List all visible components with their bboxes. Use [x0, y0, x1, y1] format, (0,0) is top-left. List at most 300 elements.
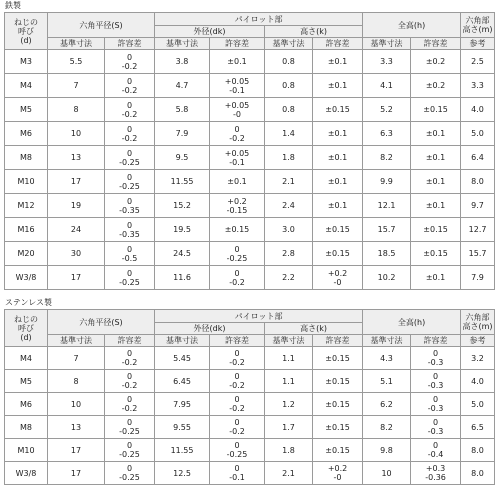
cell-hex-tol [105, 74, 155, 98]
header-row [5, 13, 495, 26]
cell-m-ref: 3.2 [461, 347, 495, 370]
cell-dk-tol-line: -0 [233, 109, 241, 119]
cell-h-tol [411, 439, 461, 462]
cell-dk-tol-line: -0.25 [226, 253, 248, 263]
cell-h-std: 6.2 [363, 393, 411, 416]
cell-dk-std: 11.55 [155, 170, 210, 194]
cell-dk-std: 7.95 [155, 393, 210, 416]
col-header-size-line: (d) [20, 332, 32, 342]
cell-k-std: 1.7 [265, 416, 313, 439]
cell-size: W3/8 [5, 266, 48, 290]
cell-dk-tol-line: ±0.1 [227, 57, 247, 66]
cell-m-ref: 3.3 [461, 74, 495, 98]
cell-dk-std: 15.2 [155, 194, 210, 218]
cell-hex-tol-line: -0.2 [121, 404, 138, 413]
cell-m-ref: 6.5 [461, 416, 495, 439]
cell-dk-tol-line: +0.05 [224, 76, 250, 86]
cell-size: M3 [5, 50, 48, 74]
cell-hex-tol [105, 146, 155, 170]
cell-h-tol-line: -0.3 [427, 404, 444, 413]
cell-h-tol-line: ±0.1 [425, 273, 446, 282]
cell-dk-tol-line: -0.2 [229, 358, 245, 367]
cell-hex-tol-line: 0 [126, 268, 133, 278]
cell-dk-tol-line: +0.05 [224, 100, 250, 110]
cell-hex-tol-line: -0.25 [119, 427, 140, 436]
col-header-tol: 許容差 [411, 38, 461, 50]
cell-dk-tol-line: -0.2 [229, 277, 245, 287]
cell-k-std: 1.2 [265, 393, 313, 416]
cell-h-std: 8.2 [363, 146, 411, 170]
col-header-std: 基準寸法 [363, 335, 411, 347]
col-header-outer-dia: 外径(dk) [155, 323, 265, 335]
cell-h-tol-line: 0 [433, 372, 439, 381]
cell-hex-std: 8 [48, 98, 105, 122]
cell-k-std: 0.8 [265, 98, 313, 122]
cell-h-tol-line: -0.3 [427, 427, 444, 436]
cell-k-tol-line: ±0.15 [325, 105, 350, 114]
cell-h-tol-line: ±0.1 [425, 153, 446, 162]
cell-h-tol-line: ±0.15 [423, 225, 448, 234]
cell-h-std: 5.1 [363, 370, 411, 393]
cell-k-tol [313, 416, 363, 439]
cell-hex-tol [105, 462, 155, 485]
cell-k-tol [313, 439, 363, 462]
cell-k-tol [313, 74, 363, 98]
cell-hex-tol-line: 0 [126, 196, 133, 206]
cell-h-tol [411, 170, 461, 194]
cell-h-tol-line: -0.36 [425, 473, 446, 482]
cell-size: M10 [5, 170, 48, 194]
cell-hex-std: 10 [48, 122, 105, 146]
cell-h-tol-line: ±0.2 [425, 81, 446, 90]
cell-hex-tol-line: 0 [126, 76, 133, 86]
col-header-size [5, 13, 48, 50]
cell-hex-tol-line: -0.2 [121, 61, 138, 71]
cell-hex-std: 17 [48, 266, 105, 290]
cell-k-std: 1.8 [265, 146, 313, 170]
cell-h-tol-line: -0.4 [427, 450, 444, 459]
cell-dk-tol-line: 0 [234, 244, 240, 254]
cell-dk-tol [210, 50, 265, 74]
cell-h-tol-line: ±0.1 [425, 177, 446, 186]
table-row [5, 122, 495, 146]
cell-h-std: 8.2 [363, 416, 411, 439]
cell-dk-tol-line: +0.05 [224, 148, 250, 158]
cell-m-ref: 6.4 [461, 146, 495, 170]
cell-k-tol [313, 194, 363, 218]
cell-hex-tol-line: 0 [126, 148, 133, 158]
col-header-outer-dia: 外径(dk) [155, 26, 265, 38]
cell-h-tol-line: +0.3 [425, 464, 446, 473]
col-header-size-line: ねじの [14, 314, 38, 324]
cell-hex-std: 7 [48, 347, 105, 370]
cell-h-tol-line: ±0.1 [425, 201, 446, 210]
cell-hex-std: 30 [48, 242, 105, 266]
cell-h-std: 12.1 [363, 194, 411, 218]
cell-m-ref: 8.0 [461, 462, 495, 485]
cell-h-std: 4.3 [363, 347, 411, 370]
cell-k-tol-line: ±0.1 [327, 81, 348, 90]
cell-m-ref: 7.9 [461, 266, 495, 290]
cell-h-tol-line: 0 [433, 418, 439, 427]
table-row [5, 50, 495, 74]
cell-dk-tol-line: 0 [234, 418, 240, 427]
col-header-ref: 参考 [461, 38, 495, 50]
col-header-hex-height-line: 高さ(m) [462, 25, 493, 34]
cell-h-std: 10 [363, 462, 411, 485]
table-row [5, 439, 495, 462]
cell-hex-tol-line: 0 [126, 124, 133, 134]
cell-h-tol-line: -0.3 [427, 358, 444, 367]
cell-hex-tol-line: 0 [126, 220, 133, 230]
col-header-size-line: 呼び [18, 323, 34, 333]
section-title-iron: 鉄製 [5, 1, 21, 10]
cell-h-tol [411, 50, 461, 74]
cell-hex-tol-line: 0 [126, 418, 133, 427]
cell-h-std: 9.8 [363, 439, 411, 462]
cell-hex-std: 17 [48, 170, 105, 194]
cell-h-tol [411, 347, 461, 370]
cell-dk-std: 5.8 [155, 98, 210, 122]
cell-k-std: 1.1 [265, 347, 313, 370]
cell-dk-tol-line: 0 [234, 268, 240, 278]
col-header-size-line: ねじの [14, 17, 38, 27]
cell-dk-tol [210, 439, 265, 462]
cell-dk-tol [210, 194, 265, 218]
cell-hex-tol-line: -0.35 [119, 205, 140, 215]
table-row [5, 74, 495, 98]
cell-k-tol [313, 393, 363, 416]
cell-dk-std: 12.5 [155, 462, 210, 485]
col-header-std: 基準寸法 [363, 38, 411, 50]
cell-k-std: 2.1 [265, 170, 313, 194]
cell-k-tol [313, 98, 363, 122]
cell-dk-tol-line: -0.25 [226, 450, 248, 459]
col-header-hex-height-line: 高さ(m) [462, 322, 493, 331]
col-header-tol: 許容差 [210, 335, 265, 347]
cell-k-std: 1.8 [265, 439, 313, 462]
cell-dk-tol [210, 98, 265, 122]
cell-hex-std: 8 [48, 370, 105, 393]
cell-h-tol [411, 74, 461, 98]
cell-size: M8 [5, 416, 48, 439]
cell-size: M16 [5, 218, 48, 242]
cell-h-tol [411, 416, 461, 439]
cell-h-std: 4.1 [363, 74, 411, 98]
cell-h-tol-line: 0 [433, 395, 439, 404]
col-header-std: 基準寸法 [265, 335, 313, 347]
cell-hex-tol-line: 0 [126, 52, 133, 62]
cell-h-std: 10.2 [363, 266, 411, 290]
cell-hex-tol-line: -0.2 [121, 133, 138, 143]
cell-k-tol-line: ±0.15 [325, 445, 350, 455]
cell-dk-tol [210, 170, 265, 194]
col-header-tol: 許容差 [210, 38, 265, 50]
cell-dk-tol-line: -0.1 [229, 473, 245, 482]
cell-hex-tol-line: -0.25 [119, 277, 140, 287]
col-header-pilot-height: 高さ(k) [265, 26, 363, 38]
cell-dk-std: 7.9 [155, 122, 210, 146]
cell-hex-tol-line: -0.25 [119, 157, 140, 167]
col-header-size [5, 310, 48, 347]
cell-hex-tol [105, 347, 155, 370]
cell-k-std: 0.8 [265, 50, 313, 74]
cell-dk-tol [210, 242, 265, 266]
cell-dk-tol-line: 0 [234, 441, 240, 450]
cell-k-std: 0.8 [265, 74, 313, 98]
cell-h-tol-line: ±0.1 [425, 129, 446, 138]
table-row [5, 194, 495, 218]
cell-hex-tol [105, 266, 155, 290]
cell-k-tol-line: ±0.15 [325, 376, 350, 386]
cell-h-tol [411, 370, 461, 393]
cell-dk-tol-line: 0 [234, 372, 240, 381]
cell-size: M8 [5, 146, 48, 170]
cell-hex-tol-line: 0 [126, 172, 133, 182]
cell-dk-tol [210, 393, 265, 416]
cell-k-tol-line: ±0.15 [325, 422, 350, 432]
table-row [5, 98, 495, 122]
col-header-tol: 許容差 [105, 335, 155, 347]
cell-dk-tol [210, 218, 265, 242]
col-header-std: 基準寸法 [155, 335, 210, 347]
cell-hex-std: 24 [48, 218, 105, 242]
header-row [5, 310, 495, 323]
cell-m-ref: 5.0 [461, 122, 495, 146]
col-header-tol: 許容差 [313, 335, 363, 347]
col-header-total-height: 全高(h) [363, 310, 461, 335]
cell-k-tol [313, 462, 363, 485]
cell-h-std: 18.5 [363, 242, 411, 266]
cell-dk-tol-line: 0 [234, 395, 240, 404]
cell-size: M12 [5, 194, 48, 218]
col-header-hex-height [461, 310, 495, 335]
col-header-std: 基準寸法 [48, 38, 105, 50]
cell-size: M4 [5, 347, 48, 370]
cell-dk-tol-line: 0 [234, 349, 240, 358]
cell-dk-std: 11.6 [155, 266, 210, 290]
cell-dk-std: 19.5 [155, 218, 210, 242]
cell-h-tol [411, 462, 461, 485]
col-header-hex-height-line: 六角部 [465, 16, 490, 25]
cell-m-ref: 8.0 [461, 170, 495, 194]
cell-k-tol-line: +0.2 [327, 464, 348, 473]
cell-m-ref: 2.5 [461, 50, 495, 74]
cell-k-std: 2.8 [265, 242, 313, 266]
cell-hex-tol-line: 0 [126, 349, 133, 358]
cell-hex-tol-line: -0.25 [119, 450, 140, 459]
cell-k-tol [313, 266, 363, 290]
cell-h-std: 15.7 [363, 218, 411, 242]
table-row [5, 462, 495, 485]
cell-hex-std: 13 [48, 416, 105, 439]
cell-h-tol-line: 0 [433, 441, 439, 450]
cell-dk-tol [210, 462, 265, 485]
cell-k-std: 3.0 [265, 218, 313, 242]
table-row [5, 242, 495, 266]
cell-dk-tol-line: -0.1 [229, 85, 245, 95]
cell-k-tol-line: ±0.1 [327, 129, 348, 138]
cell-m-ref: 15.7 [461, 242, 495, 266]
cell-hex-tol [105, 170, 155, 194]
col-header-size-line: 呼び [18, 26, 34, 36]
cell-h-tol-line: ±0.15 [423, 249, 448, 258]
cell-hex-tol-line: -0.2 [121, 109, 138, 119]
col-header-tol: 許容差 [411, 335, 461, 347]
cell-dk-tol-line: -0.1 [229, 157, 245, 167]
col-header-hex-width: 六角平径(S) [48, 13, 155, 38]
cell-h-tol [411, 393, 461, 416]
cell-k-tol [313, 347, 363, 370]
header-row [5, 335, 495, 347]
cell-hex-tol-line: 0 [126, 464, 133, 473]
table-row [5, 170, 495, 194]
cell-dk-tol-line: +0.2 [227, 196, 247, 206]
cell-hex-std: 5.5 [48, 50, 105, 74]
cell-dk-tol-line: -0.2 [229, 404, 245, 413]
cell-hex-std: 17 [48, 439, 105, 462]
table-row [5, 146, 495, 170]
cell-k-tol-line: +0.2 [327, 268, 348, 278]
cell-hex-tol [105, 50, 155, 74]
spec-table-iron [4, 12, 495, 290]
cell-hex-tol [105, 393, 155, 416]
cell-hex-tol-line: -0.2 [121, 85, 138, 95]
cell-dk-tol-line: -0.2 [229, 133, 245, 143]
cell-h-tol-line: 0 [433, 349, 439, 358]
cell-k-tol [313, 370, 363, 393]
cell-dk-std: 9.5 [155, 146, 210, 170]
cell-k-tol-line: ±0.15 [325, 353, 350, 363]
col-header-tol: 許容差 [105, 38, 155, 50]
cell-h-tol [411, 194, 461, 218]
cell-m-ref: 9.7 [461, 194, 495, 218]
cell-hex-tol [105, 194, 155, 218]
cell-dk-tol-line: ±0.1 [227, 177, 247, 186]
cell-k-tol-line: -0 [333, 473, 342, 482]
cell-hex-tol-line: -0.5 [121, 253, 138, 263]
cell-k-tol-line: ±0.1 [327, 153, 348, 162]
cell-hex-tol-line: -0.25 [119, 473, 140, 482]
cell-hex-tol [105, 242, 155, 266]
cell-hex-std: 19 [48, 194, 105, 218]
cell-k-std: 1.4 [265, 122, 313, 146]
cell-dk-tol [210, 416, 265, 439]
cell-dk-std: 9.55 [155, 416, 210, 439]
cell-h-tol [411, 122, 461, 146]
cell-hex-tol [105, 439, 155, 462]
cell-hex-tol-line: 0 [126, 441, 133, 450]
cell-dk-std: 5.45 [155, 347, 210, 370]
cell-h-std: 9.9 [363, 170, 411, 194]
cell-h-tol [411, 98, 461, 122]
spec-table-stainless [4, 309, 495, 485]
cell-m-ref: 4.0 [461, 370, 495, 393]
cell-dk-tol [210, 347, 265, 370]
cell-dk-std: 11.55 [155, 439, 210, 462]
cell-h-tol [411, 146, 461, 170]
section-title-stainless: ステンレス製 [5, 298, 52, 307]
col-header-hex-width: 六角平径(S) [48, 310, 155, 335]
cell-dk-tol-line: -0.2 [229, 381, 245, 390]
cell-hex-tol-line: 0 [126, 372, 133, 381]
cell-hex-tol-line: 0 [126, 244, 133, 254]
cell-m-ref: 4.0 [461, 98, 495, 122]
cell-k-std: 1.1 [265, 370, 313, 393]
header-row [5, 38, 495, 50]
cell-size: M6 [5, 393, 48, 416]
cell-dk-tol-line: -0.15 [226, 205, 248, 215]
cell-k-std: 2.2 [265, 266, 313, 290]
cell-h-tol [411, 242, 461, 266]
col-header-std: 基準寸法 [155, 38, 210, 50]
col-header-hex-height [461, 13, 495, 38]
cell-hex-tol-line: 0 [126, 100, 133, 110]
cell-k-tol [313, 146, 363, 170]
cell-k-std: 2.1 [265, 462, 313, 485]
cell-dk-tol-line: 0 [234, 124, 240, 134]
cell-h-std: 3.3 [363, 50, 411, 74]
cell-hex-tol [105, 98, 155, 122]
cell-size: M6 [5, 122, 48, 146]
cell-hex-std: 7 [48, 74, 105, 98]
table-row [5, 347, 495, 370]
cell-dk-std: 3.8 [155, 50, 210, 74]
cell-h-std: 6.3 [363, 122, 411, 146]
cell-dk-std: 6.45 [155, 370, 210, 393]
cell-hex-tol-line: 0 [126, 395, 133, 404]
table-row [5, 370, 495, 393]
col-header-pilot-height: 高さ(k) [265, 323, 363, 335]
cell-k-tol-line: ±0.1 [327, 57, 348, 66]
col-header-pilot: パイロット部 [155, 13, 363, 26]
col-header-size-line: (d) [20, 35, 32, 45]
cell-m-ref: 12.7 [461, 218, 495, 242]
cell-dk-std: 4.7 [155, 74, 210, 98]
table-row [5, 393, 495, 416]
cell-h-tol-line: -0.3 [427, 381, 444, 390]
cell-k-tol-line: ±0.15 [325, 399, 350, 409]
cell-m-ref: 8.0 [461, 439, 495, 462]
cell-k-tol [313, 50, 363, 74]
cell-k-tol-line: ±0.1 [327, 177, 348, 186]
cell-k-tol-line: ±0.1 [327, 201, 348, 210]
col-header-std: 基準寸法 [48, 335, 105, 347]
col-header-hex-height-line: 六角部 [465, 313, 490, 322]
cell-size: M10 [5, 439, 48, 462]
cell-size: W3/8 [5, 462, 48, 485]
cell-k-tol [313, 170, 363, 194]
cell-size: M5 [5, 370, 48, 393]
cell-dk-tol [210, 74, 265, 98]
cell-h-tol [411, 266, 461, 290]
cell-hex-std: 13 [48, 146, 105, 170]
cell-hex-tol [105, 416, 155, 439]
cell-dk-tol [210, 146, 265, 170]
cell-size: M20 [5, 242, 48, 266]
cell-hex-std: 10 [48, 393, 105, 416]
cell-hex-tol-line: -0.2 [121, 381, 138, 390]
cell-k-tol [313, 218, 363, 242]
cell-hex-tol-line: -0.25 [119, 181, 140, 191]
col-header-total-height: 全高(h) [363, 13, 461, 38]
cell-dk-std: 24.5 [155, 242, 210, 266]
table-row [5, 266, 495, 290]
col-header-tol: 許容差 [313, 38, 363, 50]
col-header-std: 基準寸法 [265, 38, 313, 50]
table-row [5, 416, 495, 439]
cell-dk-tol-line: -0.2 [229, 427, 245, 436]
